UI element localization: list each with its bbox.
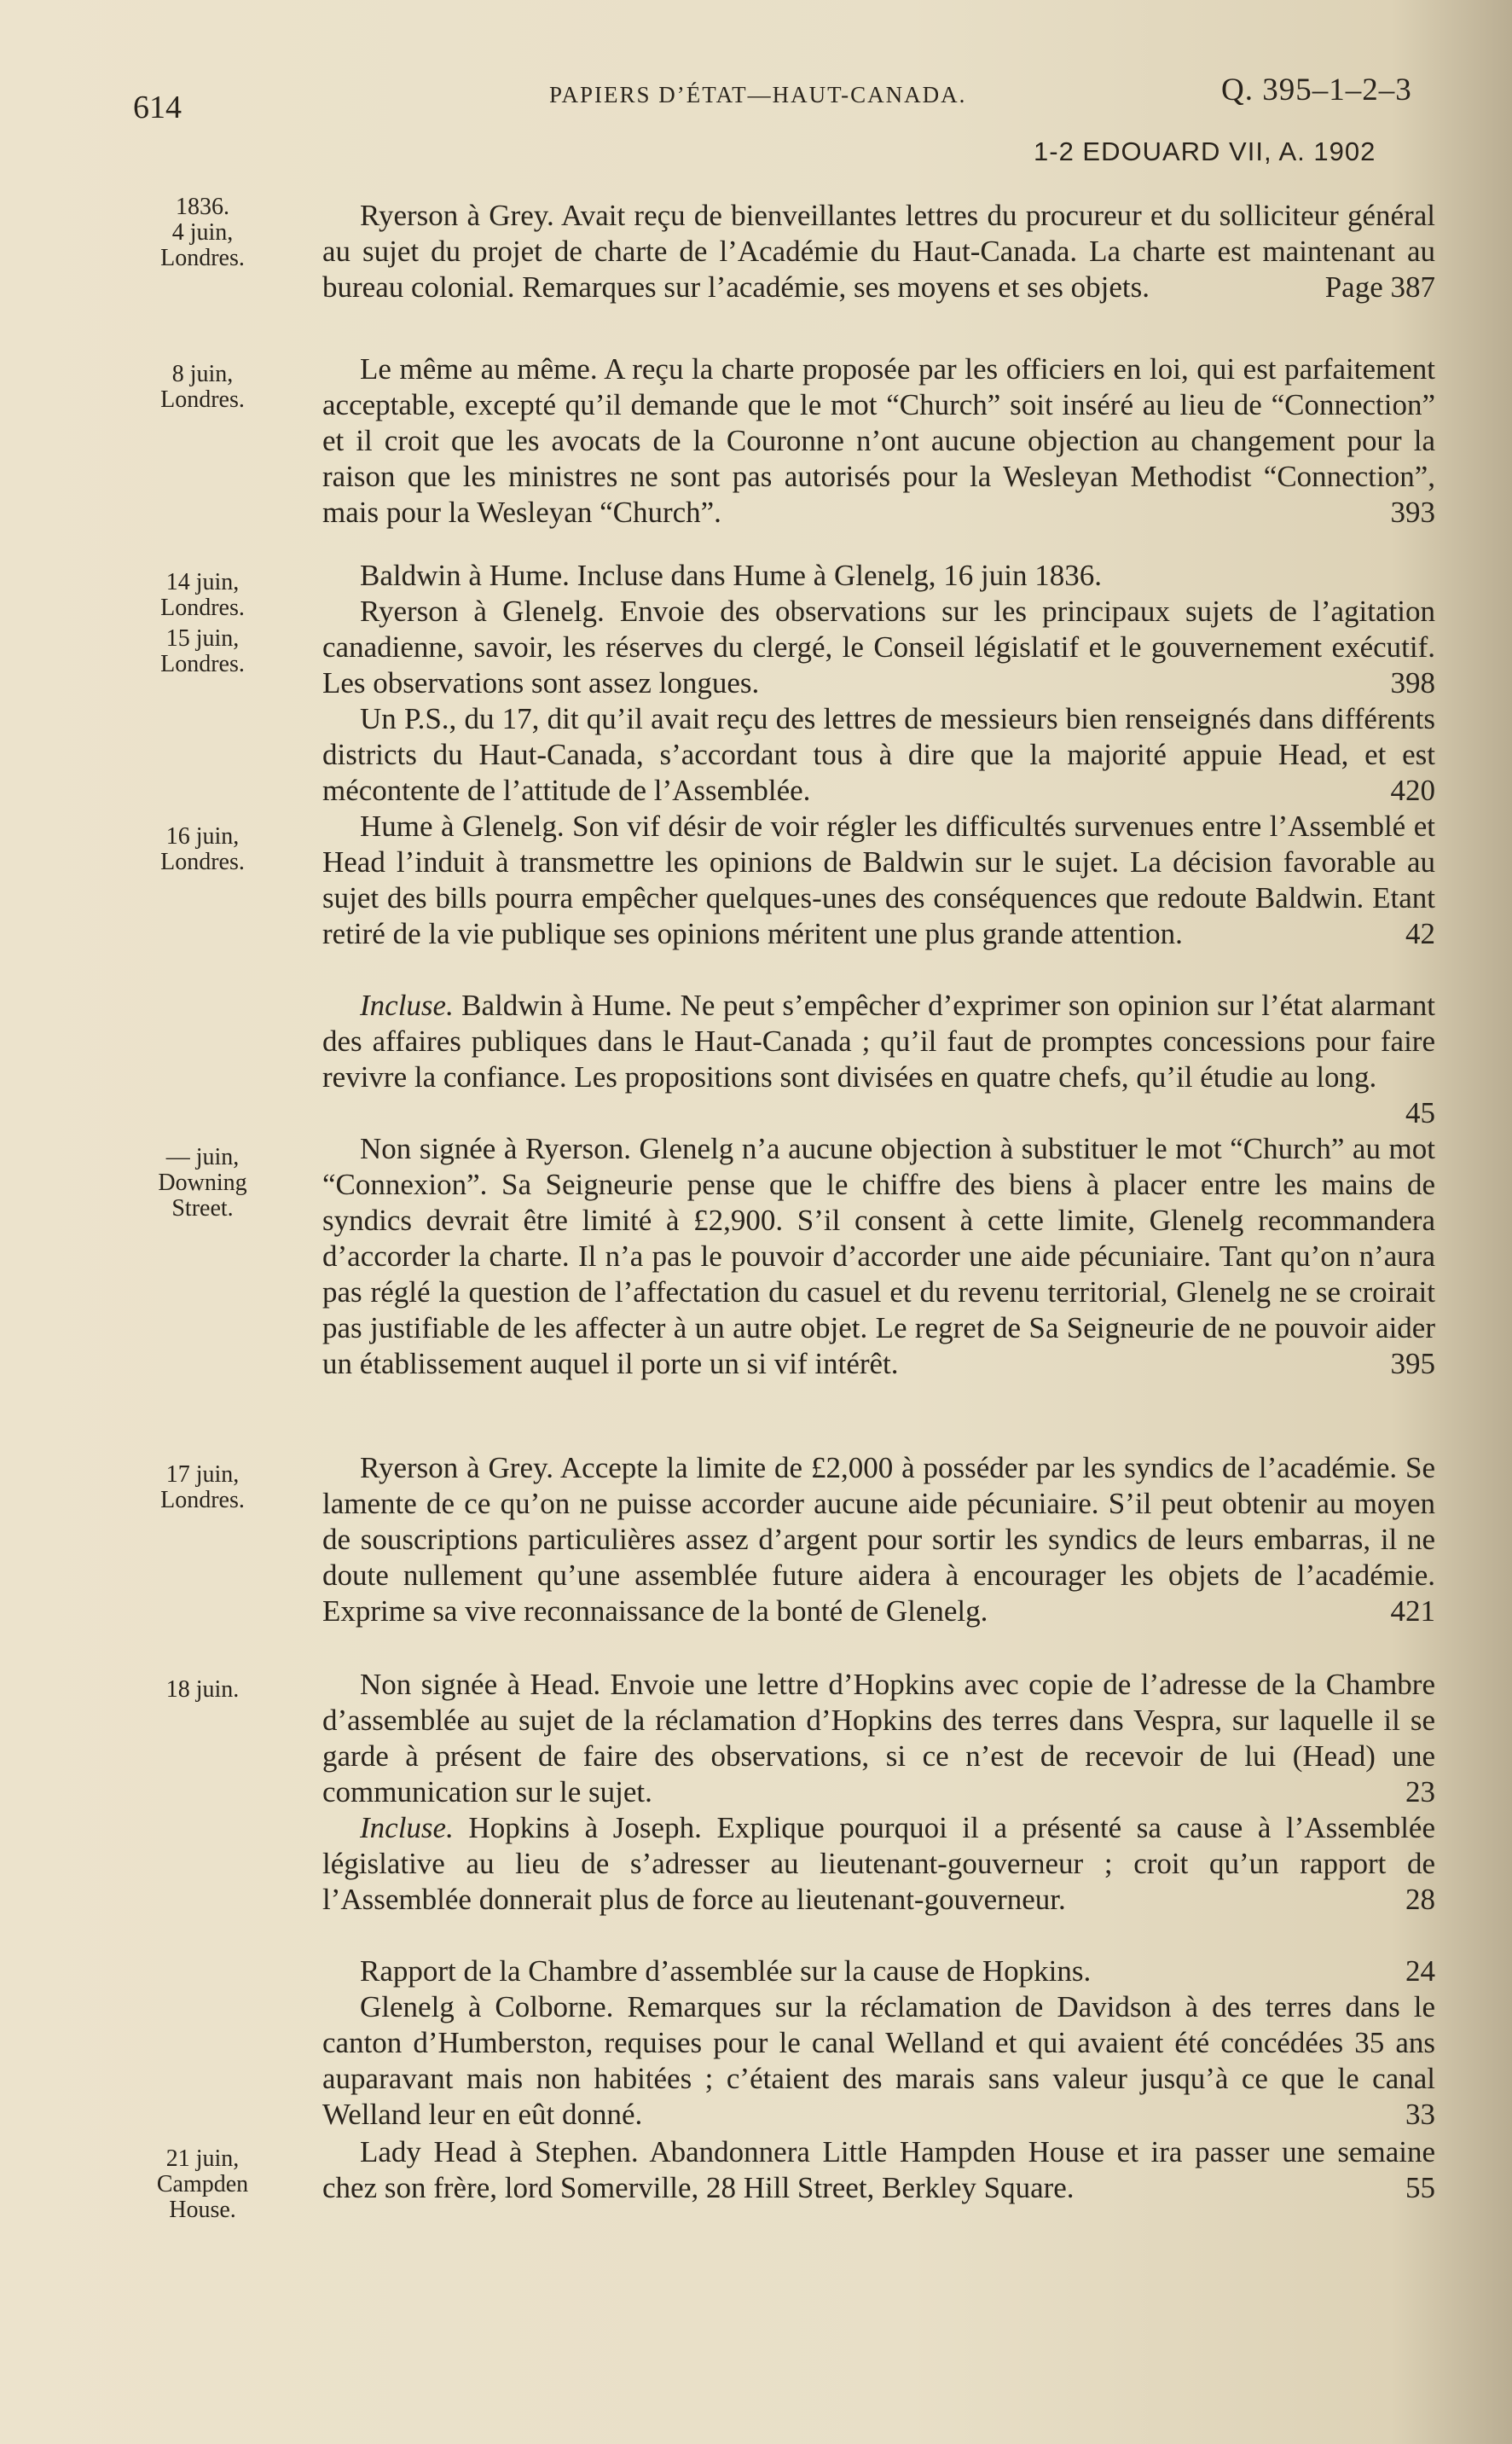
entry-glenelg-colborne (322, 1989, 1435, 2133)
entry-page-ref: 33 (1405, 2098, 1435, 2131)
entry-ryerson-grey-17-juin (322, 1450, 1435, 1629)
volume-subtitle: 1-2 EDOUARD VII, A. 1902 (1034, 136, 1376, 166)
entry-page-ref: 55 (1405, 2171, 1435, 2204)
entry-meme-au-meme (322, 351, 1435, 531)
margin-place-2: Street. (171, 1195, 234, 1222)
margin-date: 21 juin, (165, 2145, 240, 2172)
margin-date: — juin, (165, 1144, 240, 1170)
entry-text: Baldwin à Hume. Incluse dans Hume à Glenelg, 16 juin 1836. (360, 559, 1102, 592)
margin-place: Londres. (160, 849, 245, 875)
entry-text: Le même au même. A reçu la charte proposée par les officiers en loi, qui est parfaitement acceptable, excepté qu’il demande que le mot “Church” soit inséré au lieu de “Connection” et il croit que les avocats de la Couronne n’ont aucune objection au changement pour la raison que les ministres ne sont pas autorisés pour la Wesleyan Methodist “Connection”, mais pour la Wesleyan “Church”. (322, 352, 1435, 529)
margin-place: Londres. (160, 595, 245, 621)
entry-incluse-baldwin-hume (322, 988, 1435, 1131)
entry-page-ref: 42 (1405, 917, 1435, 950)
entry-page-ref: 395 (1390, 1347, 1435, 1380)
entry-text: Rapport de la Chambre d’assemblée sur la cause de Hopkins. (360, 1954, 1092, 1988)
margin-date-4-juin (136, 194, 269, 271)
entry-text: Non signée à Head. Envoie une lettre d’Hopkins avec copie de l’adresse de la Chambre d’assemblée au sujet de la réclamation d’Hopkins des terres dans Vespra, sur laquelle il se garde à présent de faire des observations, si ce n’est de recevoir de lui (Head) une communication sur le sujet. (322, 1668, 1435, 1808)
entry-ryerson-glenelg (322, 594, 1435, 701)
entry-page-ref: 45 (1405, 1096, 1435, 1129)
entry-text: Glenelg à Colborne. Remarques sur la réclamation de Davidson à des terres dans le canton d’Humberston, requises pour le canal Welland et qui avaient été concédées 35 ans auparavant mais non habitées ; c’étaient des marais sans valeur jusqu’à ce que le canal Welland leur en eût donné. (322, 1990, 1435, 2131)
margin-date-16-juin (136, 824, 269, 875)
margin-place: Londres. (160, 651, 245, 677)
entry-lady-head-stephen (322, 2134, 1435, 2206)
running-title: PAPIERS D’ÉTAT—HAUT-CANADA. (549, 82, 967, 107)
margin-place: Londres. (160, 245, 245, 271)
entry-page-ref: 28 (1405, 1883, 1435, 1916)
margin-place: Downing (158, 1170, 247, 1196)
entry-text: Lady Head à Stephen. Abandonnera Little Hampden House et ira passer une semaine chez son frère, lord Somerville, 28 Hill Street, Berkley Square. (322, 2135, 1435, 2204)
entry-text: Baldwin à Hume. Ne peut s’empêcher d’exprimer son opinion sur l’état alarmant des affaires publiques dans le Haut-Canada ; qu’il faut de promptes concessions pour faire revivre la confiance. Les propositions sont divisées en quatre chefs, qu’il étudie au long. (322, 989, 1435, 1094)
margin-year: 1836. (176, 194, 229, 220)
margin-date-17-juin (136, 1462, 269, 1513)
entry-text: Ryerson à Grey. Accepte la limite de £2,000 à posséder par les syndics de l’académie. Se lamente de ce qu’on ne puisse accorder aucune aide pécuniaire. S’il peut obtenir au moyen de souscriptions particulières assez d’argent pour sortir les syndics de leurs embarras, il ne doute nullement qu’une assemblée future aidera à encourager les objets de l’académie. Exprime sa vive reconnaissance de la bonté de Glenelg. (322, 1451, 1435, 1628)
entry-lead: Incluse. (360, 1811, 454, 1844)
entry-text: Un P.S., du 17, dit qu’il avait reçu des lettres de messieurs bien renseignés dans différents districts du Haut-Canada, s’accordant tous à dire que la majorité appuie Head, et est mécontente de l’attitude de l’Assemblée. (322, 702, 1435, 807)
entry-page-ref: 23 (1405, 1775, 1435, 1808)
margin-place: Campden (156, 2171, 249, 2197)
margin-date: 8 juin, (171, 361, 234, 387)
margin-date-21-juin (136, 2146, 269, 2223)
entry-page-ref: 398 (1390, 666, 1435, 700)
margin-date-downing-street (136, 1145, 269, 1222)
margin-date: 18 juin. (165, 1676, 240, 1703)
entry-text: Ryerson à Glenelg. Envoie des observations sur les principaux sujets de l’agitation canadienne, savoir, les réserves du clergé, le Conseil législatif et le gouvernement exécutif. Les observations sont assez longues. (322, 595, 1435, 700)
entry-rapport-hopkins (322, 1953, 1435, 1989)
margin-date-15-juin (136, 626, 269, 677)
entry-baldwin-hume (322, 558, 1435, 594)
margin-place-2: House. (169, 2197, 236, 2223)
margin-date-14-juin (136, 570, 269, 621)
margin-date: 16 juin, (165, 823, 240, 850)
margin-date-18-juin (136, 1677, 269, 1703)
entry-page-ref: 24 (1405, 1954, 1435, 1988)
entry-text: Ryerson à Grey. Avait reçu de bienveillantes lettres du procureur et du solliciteur général au sujet du projet de charte de l’Académie du Haut-Canada. La charte est maintenant au bureau colonial. Remarques sur l’académie, ses moyens et ses objets. (322, 199, 1435, 304)
entry-page-ref: 393 (1390, 496, 1435, 529)
entry-text: Hume à Glenelg. Son vif désir de voir régler les difficultés survenues entre l’Assemblé et Head l’induit à transmettre les opinions de Baldwin sur le sujet. La décision favorable au sujet des bills pourra empêcher quelques-unes des conséquences que redoute Baldwin. Etant retiré de la vie publique ses opinions méritent une plus grande attention. (322, 810, 1435, 950)
entry-hume-glenelg (322, 809, 1435, 952)
entry-postscript (322, 701, 1435, 809)
margin-date: 15 juin, (165, 625, 240, 652)
margin-date-8-juin (136, 362, 269, 413)
entry-page-ref: 420 (1390, 774, 1435, 807)
entry-page-ref: Page 387 (1324, 270, 1435, 304)
entry-page-ref: 421 (1390, 1594, 1435, 1628)
margin-date: 14 juin, (165, 569, 240, 595)
entry-non-signee-head (322, 1667, 1435, 1810)
entry-text: Non signée à Ryerson. Glenelg n’a aucune objection à substituer le mot “Church” au mot “Connexion”. Sa Seigneurie pense que le chiffre des biens à placer entre les mains de syndics devrait être limité à £2,900. S’il consent à cette limite, Glenelg recommandera d’accorder la charte. Il n’a pas le pouvoir d’accorder une aide pécuniaire. Tant qu’on n’aura pas réglé la question de l’affectation du casuel et du revenu territorial, Glenelg ne se croirait pas justifiable de les affecter à un autre objet. Le regret de Sa Seigneurie de ne pouvoir aider un établissement auquel il porte un si vif intérêt. (322, 1132, 1435, 1380)
entry-ryerson-grey-4-juin (322, 198, 1435, 305)
entry-lead: Incluse. (360, 989, 454, 1022)
entry-text: Hopkins à Joseph. Explique pourquoi il a présenté sa cause à l’Assemblée législative au lieu de s’adresser au lieutenant-gouverneur ; croit qu’un rapport de l’Assemblée donnerait plus de force au lieutenant-gouverneur. (322, 1811, 1435, 1916)
entry-non-signee-ryerson (322, 1131, 1435, 1382)
margin-date: 17 juin, (165, 1461, 240, 1488)
margin-date: 4 juin, (171, 219, 234, 246)
archive-reference: Q. 395–1–2–3 (1221, 73, 1412, 107)
margin-place: Londres. (160, 386, 245, 413)
page-number: 614 (133, 90, 182, 125)
entry-incluse-hopkins-joseph (322, 1810, 1435, 1918)
margin-place: Londres. (160, 1487, 245, 1513)
